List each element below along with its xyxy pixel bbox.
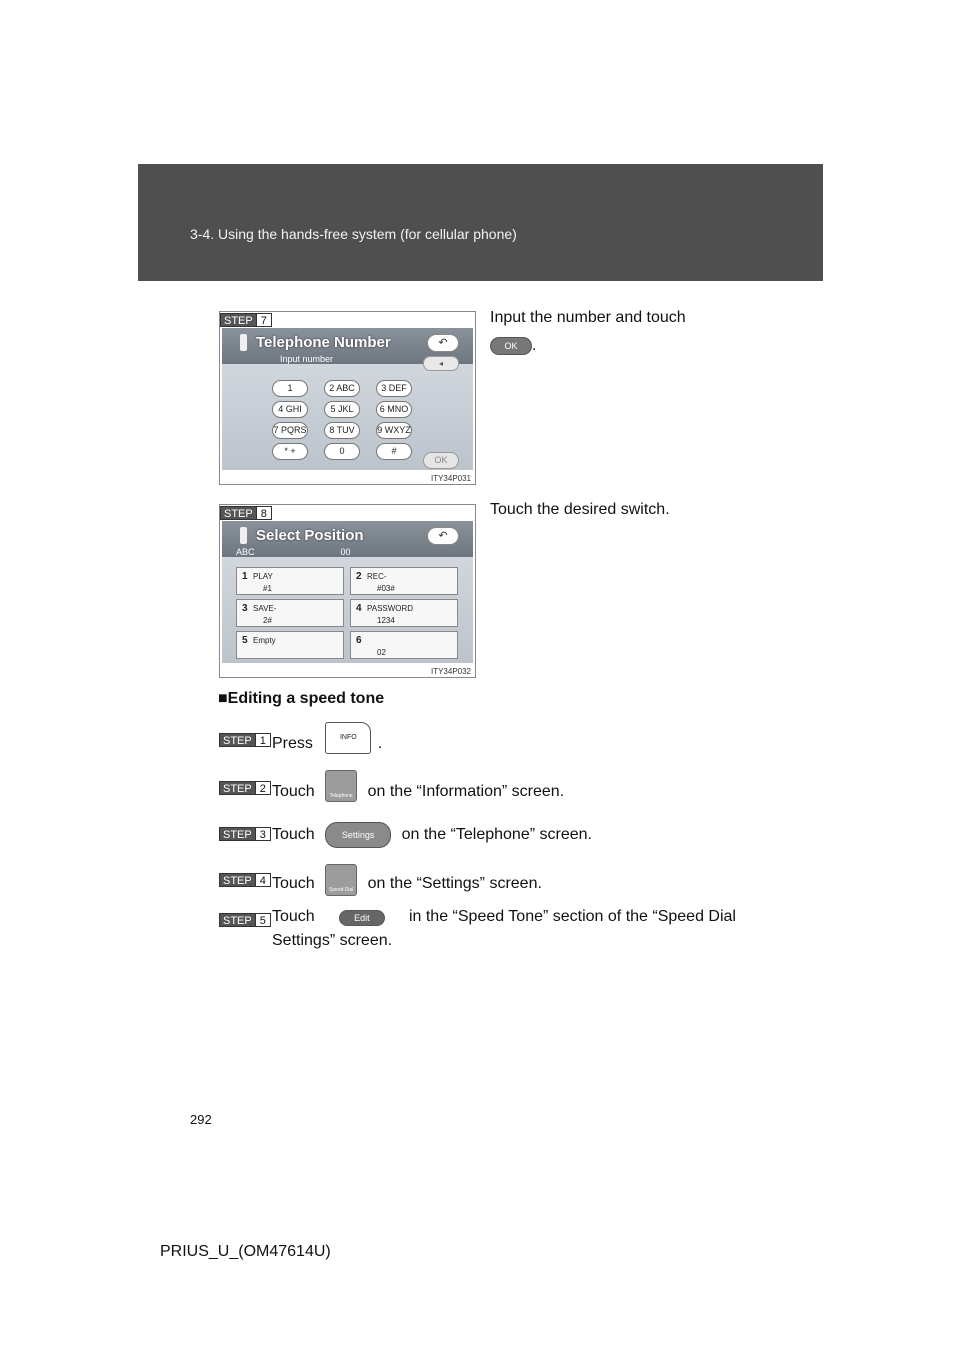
position-button[interactable]: 5 Empty bbox=[236, 631, 344, 659]
keypad-key[interactable]: 1 bbox=[272, 380, 308, 397]
position-button[interactable]: 6 02 bbox=[350, 631, 458, 659]
keypad-key[interactable]: 9 WXYZ bbox=[376, 422, 412, 439]
select-position-screen bbox=[222, 521, 473, 663]
screen-title: Telephone Number bbox=[256, 334, 391, 351]
keypad-key[interactable]: 8 TUV bbox=[324, 422, 360, 439]
keypad-key[interactable]: 6 MNO bbox=[376, 401, 412, 418]
edit-step-5: STEP 5 Touch Edit in the “Speed Tone” section of the “Speed Dial Settings” screen. bbox=[219, 911, 271, 929]
telephone-icon: Telephone bbox=[325, 770, 357, 802]
info-key-icon: INFO bbox=[325, 722, 371, 754]
keypad-key[interactable]: 5 JKL bbox=[324, 401, 360, 418]
step8-instruction: Touch the desired switch. bbox=[490, 501, 670, 518]
edit-step-3: STEP 3 Touch Settings on the “Telephone” screen. bbox=[219, 825, 271, 843]
position-button[interactable]: 3 SAVE- 2# bbox=[236, 599, 344, 627]
screen-subtitle: Input number bbox=[280, 354, 334, 364]
edit-step-1: STEP 1 Press INFO . bbox=[219, 731, 271, 749]
step-badge: STEP 4 bbox=[219, 873, 271, 887]
back-button[interactable]: ↶ bbox=[427, 334, 459, 352]
section-heading: ■Editing a speed tone bbox=[218, 690, 385, 707]
step-badge: STEP 2 bbox=[219, 781, 271, 795]
edit-button-icon: Edit bbox=[339, 910, 385, 926]
step7-instruction: Input the number and touch OK . bbox=[490, 309, 686, 355]
keypad-key[interactable]: 0 bbox=[324, 443, 360, 460]
keypad-key[interactable]: * + bbox=[272, 443, 308, 460]
phone-icon bbox=[240, 527, 247, 544]
position-button[interactable]: 2 REC- #03# bbox=[350, 567, 458, 595]
keypad-key[interactable]: 2 ABC bbox=[324, 380, 360, 397]
step-badge: STEP 8 bbox=[220, 506, 272, 520]
step-badge: STEP 1 bbox=[219, 733, 271, 747]
position-button[interactable]: 4 PASSWORD 1234 bbox=[350, 599, 458, 627]
contact-name: ABC bbox=[236, 547, 255, 557]
step-badge: STEP 3 bbox=[219, 827, 271, 841]
page-number: 292 bbox=[190, 1112, 212, 1127]
position-button[interactable]: 1 PLAY #1 bbox=[236, 567, 344, 595]
keypad-key[interactable]: 4 GHI bbox=[272, 401, 308, 418]
contact-number: 00 bbox=[340, 547, 351, 557]
edit-step-2: STEP 2 Touch Telephone on the “Information” screen. bbox=[219, 779, 271, 797]
keypad-key[interactable]: 7 PQRS bbox=[272, 422, 308, 439]
ok-inline-icon: OK bbox=[490, 337, 532, 355]
settings-button-icon: Settings bbox=[325, 822, 391, 848]
screen-title: Select Position bbox=[256, 527, 364, 544]
section-header bbox=[138, 164, 823, 281]
edit-step-4: STEP 4 Touch Speed Dial on the “Settings” screen. bbox=[219, 871, 271, 889]
delete-button[interactable]: ◂ bbox=[423, 356, 459, 371]
telephone-number-screen bbox=[222, 328, 473, 470]
step-badge: STEP 7 bbox=[220, 313, 272, 327]
image-id: ITY34P031 bbox=[430, 474, 471, 483]
back-button[interactable]: ↶ bbox=[427, 527, 459, 545]
image-id: ITY34P032 bbox=[430, 667, 471, 676]
model-code: PRIUS_U_(OM47614U) bbox=[160, 1243, 331, 1260]
ok-button[interactable]: OK bbox=[423, 452, 459, 469]
section-title: 3-4. Using the hands-free system (for cellular phone) bbox=[190, 226, 517, 242]
speed-dial-icon: Speed Dial bbox=[325, 864, 357, 896]
keypad-key[interactable]: # bbox=[376, 443, 412, 460]
telephone-number-screenshot bbox=[219, 311, 476, 485]
keypad-key[interactable]: 3 DEF bbox=[376, 380, 412, 397]
select-position-screenshot bbox=[219, 504, 476, 678]
phone-icon bbox=[240, 334, 247, 351]
step-badge: STEP 5 bbox=[219, 913, 271, 927]
